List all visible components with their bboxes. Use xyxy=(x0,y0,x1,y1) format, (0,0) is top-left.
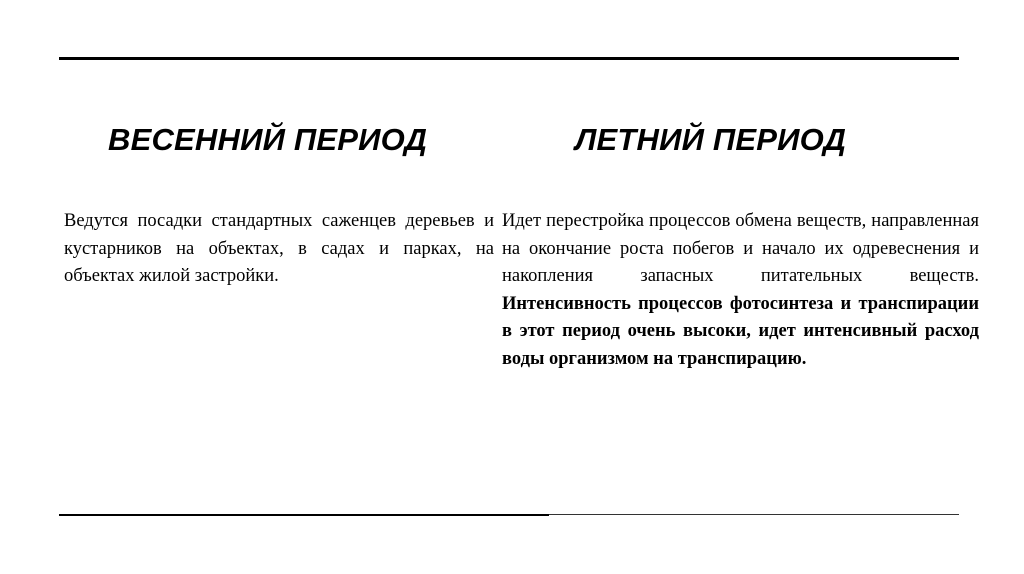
top-divider xyxy=(59,57,959,60)
summer-period-text-normal: Идет перестройка процессов обмена веществ, направленная на окончание роста побегов и начало их одревеснения и накопления запасных питательных веществ. xyxy=(502,211,979,286)
bottom-divider-right xyxy=(549,514,959,515)
summer-period-text xyxy=(502,208,979,373)
spring-period-heading: ВЕСЕННИЙ ПЕРИОД xyxy=(108,122,428,157)
bottom-divider-left xyxy=(59,514,549,516)
summer-period-text-bold: Интенсивность процессов фотосинтеза и транспирации в этот период очень высоки, идет интенсивный расход воды организмом на транспирацию. xyxy=(502,293,979,369)
summer-period-heading: ЛЕТНИЙ ПЕРИОД xyxy=(575,122,847,157)
spring-period-text: Ведутся посадки стандартных саженцев деревьев и кустарников на объектах, в садах и парках, на объектах жилой застройки. xyxy=(64,211,494,286)
